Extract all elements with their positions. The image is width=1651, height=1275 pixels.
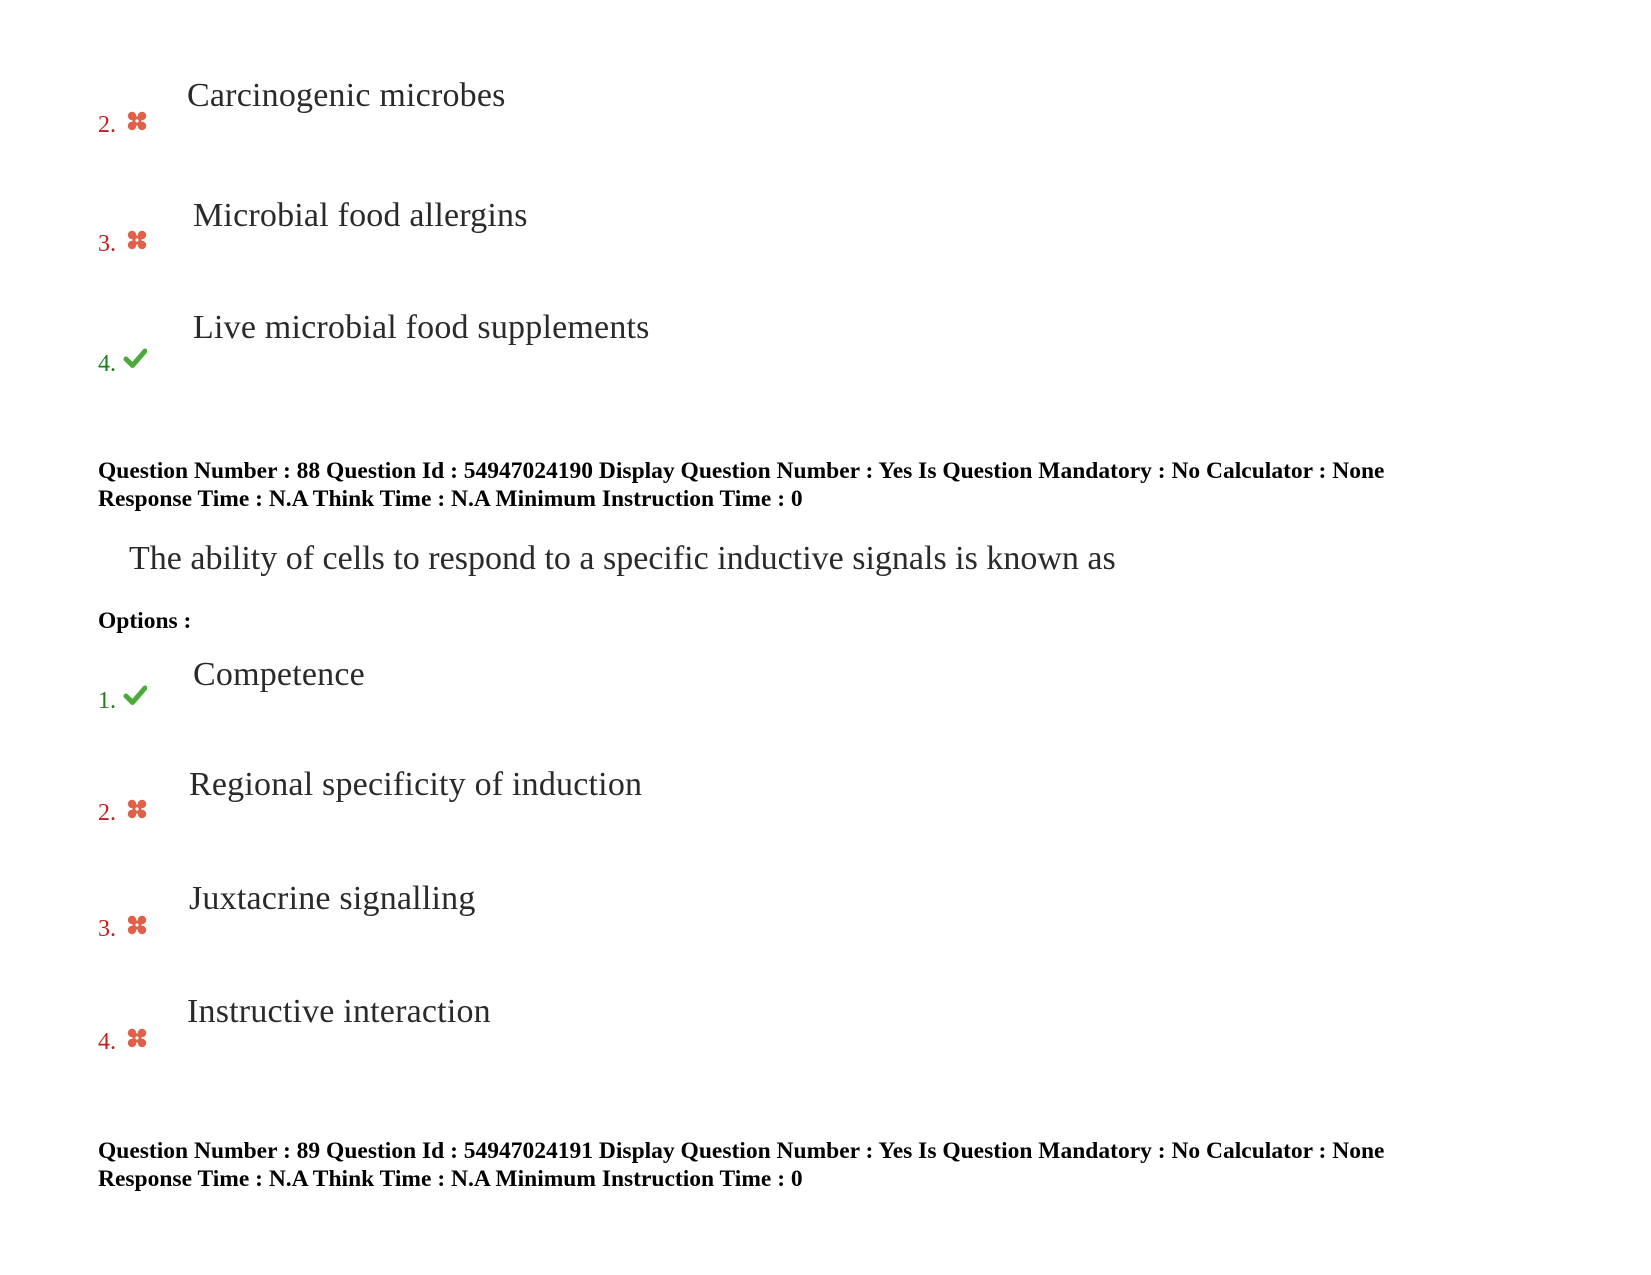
option-text: Regional specificity of induction bbox=[189, 766, 643, 803]
cross-mark-icon bbox=[125, 1026, 149, 1050]
question-88-text: The ability of cells to respond to a specific inductive signals is known as bbox=[129, 540, 1116, 577]
question-88-meta bbox=[98, 457, 1384, 513]
option-number: 4. bbox=[98, 351, 116, 377]
options-label: Options : bbox=[98, 608, 192, 634]
check-mark-icon bbox=[123, 683, 147, 707]
option-number: 3. bbox=[98, 916, 116, 942]
option-number: 3. bbox=[98, 231, 116, 257]
cross-mark-icon bbox=[125, 228, 149, 252]
check-mark-icon bbox=[123, 346, 147, 370]
option-number: 4. bbox=[98, 1029, 116, 1055]
option-text: Juxtacrine signalling bbox=[189, 880, 476, 917]
option-text: Carcinogenic microbes bbox=[187, 77, 506, 114]
question-meta-line-2: Response Time : N.A Think Time : N.A Minimum Instruction Time : 0 bbox=[98, 486, 803, 512]
option-number: 1. bbox=[98, 688, 116, 714]
question-89-meta bbox=[98, 1137, 1384, 1193]
cross-mark-icon bbox=[125, 913, 149, 937]
option-text: Live microbial food supplements bbox=[193, 309, 650, 346]
question-meta-line-1: Question Number : 88 Question Id : 54947024190 Display Question Number : Yes Is Question Mandatory : No Calculator : None bbox=[98, 458, 1385, 484]
question-meta-line-1: Question Number : 89 Question Id : 54947024191 Display Question Number : Yes Is Question Mandatory : No Calculator : None bbox=[98, 1138, 1385, 1164]
option-number: 2. bbox=[98, 800, 116, 826]
option-text: Instructive interaction bbox=[187, 993, 491, 1030]
cross-mark-icon bbox=[125, 797, 149, 821]
question-meta-line-2: Response Time : N.A Think Time : N.A Minimum Instruction Time : 0 bbox=[98, 1166, 803, 1192]
option-number: 2. bbox=[98, 112, 116, 138]
option-text: Competence bbox=[193, 656, 365, 693]
option-text: Microbial food allergins bbox=[193, 197, 528, 234]
cross-mark-icon bbox=[125, 109, 149, 133]
